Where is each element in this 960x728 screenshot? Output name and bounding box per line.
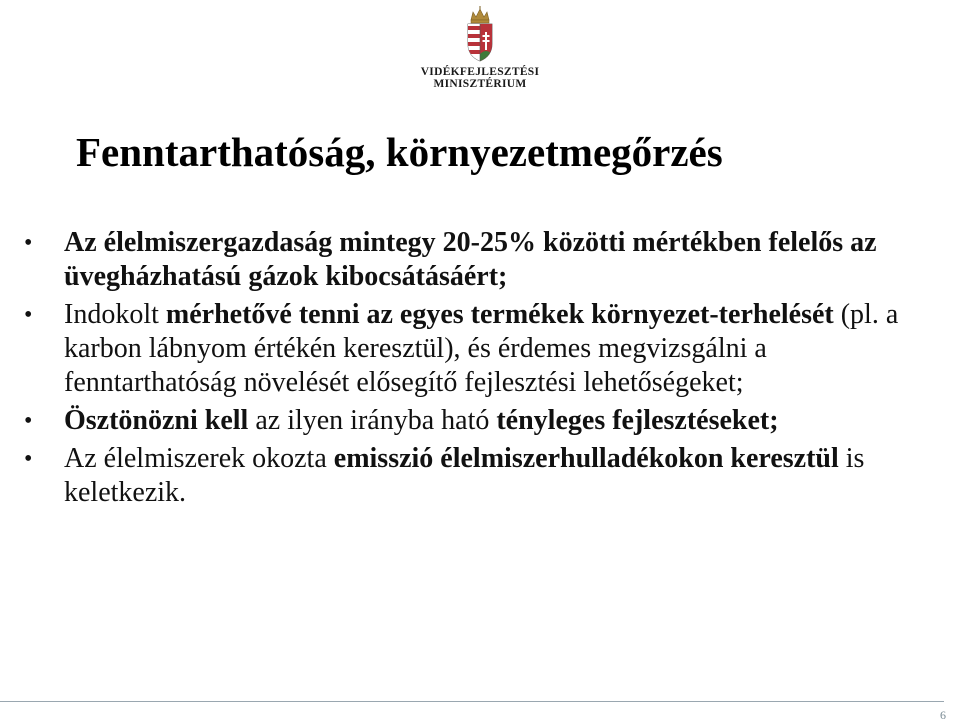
bullet-dot-icon: • bbox=[24, 230, 33, 256]
bullet-dot-icon: • bbox=[24, 408, 33, 434]
bullet-text: Indokolt bbox=[64, 299, 166, 330]
bullet-item bbox=[22, 226, 932, 294]
coat-of-arms-icon bbox=[465, 6, 495, 62]
page-number: 6 bbox=[940, 708, 946, 722]
bullet-text-bold: tényleges fejlesztéseket; bbox=[496, 405, 779, 436]
bullet-text-bold: emisszió élelmiszerhulladékokon keresztül bbox=[333, 443, 839, 474]
ministry-logo bbox=[416, 6, 544, 98]
bullet-item bbox=[22, 298, 932, 400]
bullet-item bbox=[22, 404, 932, 438]
ministry-name-line1: VIDÉKFEJLESZTÉSI bbox=[420, 66, 540, 78]
footer-divider bbox=[0, 701, 944, 702]
bullet-list bbox=[22, 226, 932, 514]
bullet-text: Az élelmiszerek okozta bbox=[64, 443, 334, 474]
bullet-text-bold: Ösztönözni kell bbox=[64, 405, 249, 436]
bullet-item bbox=[22, 442, 932, 510]
bullet-dot-icon: • bbox=[24, 446, 33, 472]
slide-title: Fenntarthatóság, környezetmegőrzés bbox=[76, 129, 723, 175]
bullet-text-bold: mérhetővé tenni az egyes termékek környezet-terhelését bbox=[165, 299, 834, 330]
ministry-name-line2: MINISZTÉRIUM bbox=[433, 78, 527, 90]
bullet-text-bold: Az élelmiszergazdaság mintegy 20-25% közötti mértékben felelős az üvegházhatású gázok kibocsátásáért; bbox=[64, 227, 877, 292]
bullet-text: (pl. a karbon lábnyom értékén keresztül), és érdemes megvizsgálni a fenntarthatóság növelését elősegítő fejlesztési lehetőségeket; bbox=[64, 299, 899, 398]
bullet-dot-icon: • bbox=[24, 302, 33, 328]
bullet-text: is keletkezik. bbox=[64, 443, 865, 508]
bullet-text: az ilyen irányba ható bbox=[248, 405, 497, 436]
